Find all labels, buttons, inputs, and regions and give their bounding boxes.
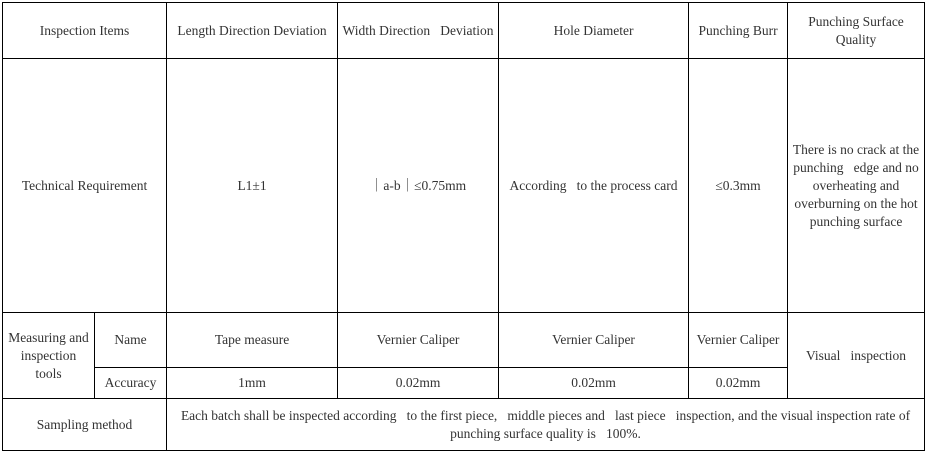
tools-name-row xyxy=(3,313,925,368)
length-tool-accuracy: 1mm xyxy=(167,368,338,399)
burr-tool-accuracy: 0.02mm xyxy=(689,368,788,399)
hole-tool-name: Vernier Caliper xyxy=(499,313,689,368)
technical-length-value: L1±1 xyxy=(167,59,338,313)
sampling-row xyxy=(3,399,925,451)
technical-row xyxy=(3,59,925,313)
tools-accuracy-label: Accuracy xyxy=(95,368,167,399)
header-hole-diameter: Hole Diameter xyxy=(499,3,689,59)
technical-hole-value: According to the process card xyxy=(499,59,689,313)
header-length-deviation: Length Direction Deviation xyxy=(167,3,338,59)
tools-name-label: Name xyxy=(95,313,167,368)
hole-tool-accuracy: 0.02mm xyxy=(499,368,689,399)
length-tool-name: Tape measure xyxy=(167,313,338,368)
width-tool-name: Vernier Caliper xyxy=(338,313,499,368)
header-surface-quality: Punching Surface Quality xyxy=(788,3,925,59)
technical-burr-value: ≤0.3mm xyxy=(689,59,788,313)
header-width-deviation: Width Direction Deviation xyxy=(338,3,499,59)
header-punching-burr: Punching Burr xyxy=(689,3,788,59)
inspection-table xyxy=(2,2,925,451)
header-row xyxy=(3,3,925,59)
measuring-tools-label: Measuring and inspection tools xyxy=(3,313,95,399)
surface-tool-name: Visual inspection xyxy=(788,313,925,399)
width-tool-accuracy: 0.02mm xyxy=(338,368,499,399)
technical-surface-value: There is no crack at the punching edge and no overheating and overburning on the hot punching surface xyxy=(788,59,925,313)
header-inspection-items: Inspection Items xyxy=(3,3,167,59)
sampling-method-label: Sampling method xyxy=(3,399,167,451)
technical-width-value: ｜a-b｜≤0.75mm xyxy=(338,59,499,313)
tools-accuracy-row xyxy=(3,368,925,399)
burr-tool-name: Vernier Caliper xyxy=(689,313,788,368)
technical-requirement-label: Technical Requirement xyxy=(3,59,167,313)
sampling-method-text: Each batch shall be inspected according to the first piece, middle pieces and last piece inspection, and the visual inspection rate of punching surface quality is 100%. xyxy=(167,399,925,451)
